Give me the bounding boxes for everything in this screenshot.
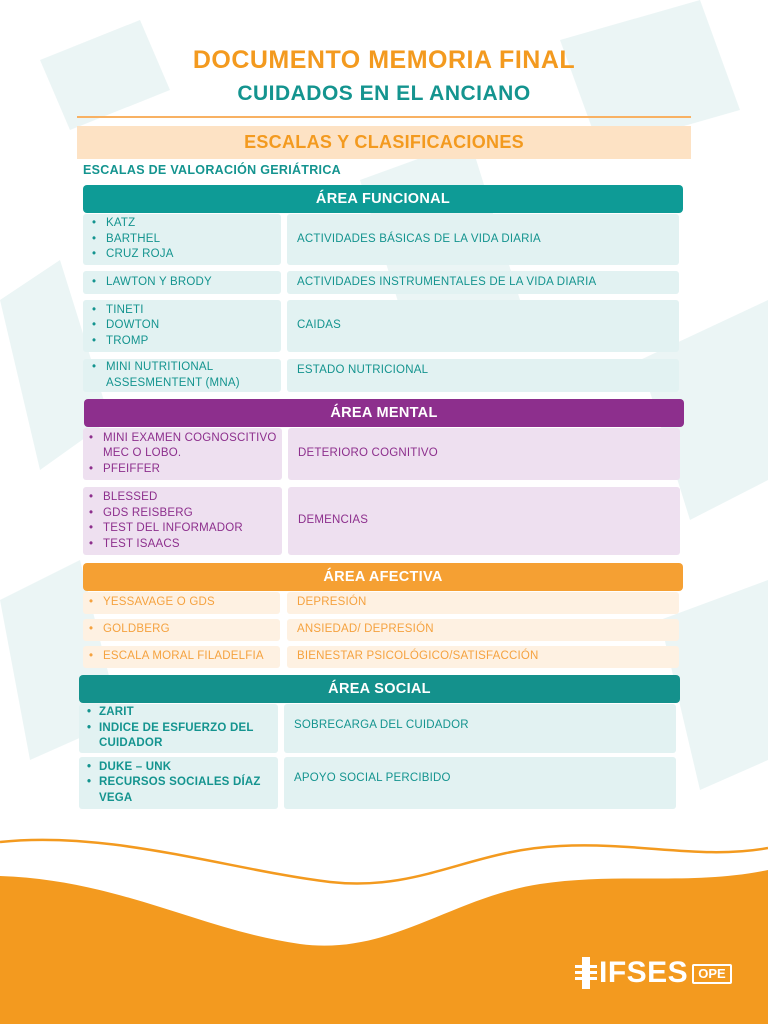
page-title: DOCUMENTO MEMORIA FINAL [192,46,576,74]
section-banner: ESCALAS Y CLASIFICACIONES [77,126,691,159]
scale-item: • PFEIFFER [83,462,282,478]
assessment-cell: BIENESTAR PSICOLÓGICO/SATISFACCIÓN [287,646,679,668]
assessment-cell: ANSIEDAD/ DEPRESIÓN [287,619,679,641]
scale-item: • TROMP [83,334,281,350]
scale-item: • YESSAVAGE O GDS [83,595,280,611]
title-divider [77,116,691,118]
scale-item: • ZARIT [79,705,278,721]
scale-item: • DUKE – UNK [79,760,278,776]
scale-item: • RECURSOS SOCIALES DÍAZ VEGA [79,775,278,806]
assessment-cell: APOYO SOCIAL PERCIBIDO [284,757,676,809]
scales-cell [83,359,281,392]
assessment-cell: SOBRECARGA DEL CUIDADOR [284,704,676,753]
scale-item: • MINI EXAMEN COGNOSCITIVO MEC O LOBO. [83,431,282,462]
scale-item: • ESCALA MORAL FILADELFIA [83,649,280,665]
scale-item: • TEST DEL INFORMADOR [83,521,282,537]
area-mental-header: ÁREA MENTAL [84,399,684,427]
scales-cell [79,757,278,809]
scale-item: • KATZ [83,216,281,232]
scale-item: • BARTHEL [83,232,281,248]
page-subtitle: CUIDADOS EN EL ANCIANO [237,82,531,105]
scales-heading: ESCALAS DE VALORACIÓN GERIÁTRICA [83,163,341,177]
scale-item: • GOLDBERG [83,622,280,638]
area-social-header: ÁREA SOCIAL [79,675,680,703]
assessment-cell: DETERIORO COGNITIVO [288,428,680,480]
scales-cell [79,704,278,753]
scales-cell [83,487,282,555]
scale-item: • MINI NUTRITIONAL ASSESMENTENT (MNA) [83,360,257,391]
scales-cell [83,592,280,614]
scales-cell [83,300,281,352]
scale-item: • TINETI [83,303,281,319]
assessment-cell: DEMENCIAS [288,487,680,555]
scales-cell [83,271,281,294]
scale-item: • DOWTON [83,318,281,334]
logo-text: IFSES [599,956,689,989]
scales-cell [83,214,281,265]
scale-item: • BLESSED [83,490,282,506]
scales-cell [83,646,280,668]
scale-item: • LAWTON Y BRODY [83,275,281,291]
assessment-cell: ACTIVIDADES INSTRUMENTALES DE LA VIDA DIARIA [287,271,679,294]
scale-item: • INDICE DE ESFUERZO DEL CUIDADOR [79,721,278,752]
footer-waves [0,820,768,1024]
area-funcional-header: ÁREA FUNCIONAL [83,185,683,213]
assessment-cell: CAIDAS [287,300,679,352]
area-afectiva-header: ÁREA AFECTIVA [83,563,683,591]
logo-badge: OPE [692,964,731,984]
assessment-cell: DEPRESIÓN [287,592,679,614]
scales-cell [83,619,280,641]
ifses-logo [575,955,732,991]
scales-cell [83,428,282,480]
assessment-cell: ESTADO NUTRICIONAL [287,359,679,392]
scale-item: • GDS REISBERG [83,506,282,522]
scale-item: • CRUZ ROJA [83,247,281,263]
cross-logo-icon [575,957,597,989]
assessment-cell: ACTIVIDADES BÁSICAS DE LA VIDA DIARIA [287,214,679,265]
scale-item: • TEST ISAACS [83,537,282,553]
